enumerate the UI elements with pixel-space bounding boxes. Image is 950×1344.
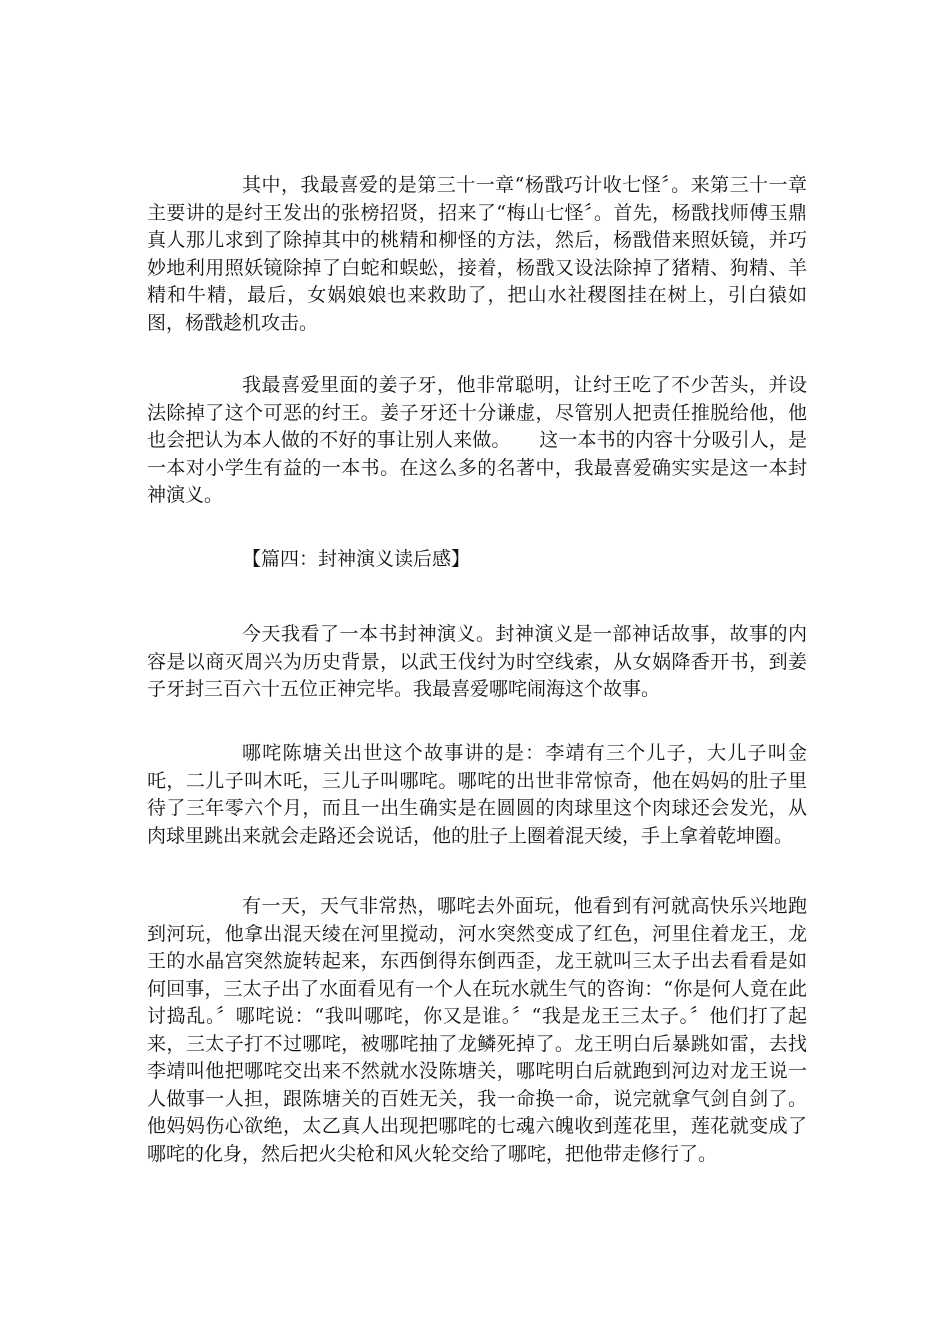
section-heading: 【篇四：封神演义读后感】 [242, 548, 471, 570]
paragraph-nezha-birth: 哪咤陈塘关出世这个故事讲的是：李靖有三个儿子，大儿子叫金吒，二儿子叫木吒，三儿子叫哪咤。哪咤的出世非常惊奇，他在妈妈的肚子里待了三年零六个月，而且一出生确实是在圆圆的肉球里这个肉球还会发光，从肉球里跳出来就会走路还会说话，他的肚子上圈着混天绫，手上拿着乾坤圈。 [147, 742, 807, 847]
paragraph-nezha-sea: 有一天，天气非常热，哪咤去外面玩，他看到有河就高快乐兴地跑到河玩，他拿出混天绫在河里搅动，河水突然变成了红色，河里住着龙王，龙王的水晶宫突然旋转起来，东西倒得东倒西歪，龙王就叫三太子出去看看是如何回事，三太子出了水面看见有一个人在玩水就生气的咨询：“你是何人竟在此讨捣乱。〞哪咤说：“我叫哪咤，你又是谁。〞“我是龙王三太子。〞他们打了起来，三太子打不过哪咤，被哪咤抽了龙鳞死掉了。龙王明白后暴跳如雷，去找李靖叫他把哪咤交出来不然就水没陈塘关，哪咤明白后就跑到河边对龙王说一人做事一人担，跟陈塘关的百姓无关，我一命换一命，说完就拿气剑自剑了。他妈妈伤心欲绝，太乙真人出现把哪咤的七魂六魄收到莲花里，莲花就变成了哪咤的化身，然后把火尖枪和风火轮交给了哪咤，把他带走修行了。 [147, 895, 807, 1165]
paragraph-jiang-ziya: 我最喜爱里面的姜子牙，他非常聪明，让纣王吃了不少苦头，并设法除掉了这个可恶的纣王。姜子牙还十分谦虚，尽管别人把责任推脱给他，他也会把认为本人做的不好的事让别人来做。 这一本书的内容十分吸引人，是一本对小学生有益的一本书。在这么多的名著中，我最喜爱确实实是这一本封神演义。 [147, 374, 807, 506]
paragraph-book-intro: 今天我看了一本书封神演义。封神演义是一部神话故事，故事的内容是以商灭周兴为历史背景，以武王伐纣为时空线索，从女娲降香开书，到姜子牙封三百六十五位正神完毕。我最喜爱哪咤闹海这个故事。 [147, 623, 807, 700]
paragraph-chapter-31: 其中，我最喜爱的是第三十一章“杨戬巧计收七怪〞。来第三十一章主要讲的是纣王发出的张榜招贤，招来了“梅山七怪〞。首先，杨戬找师傅玉鼎真人那儿求到了除掉其中的桃精和柳怪的方法，然后，杨戬借来照妖镜，并巧妙地利用照妖镜除掉了白蛇和蜈蚣，接着，杨戬又设法除掉了猪精、狗精、羊精和牛精，最后，女娲娘娘也来救助了，把山水社稷图挂在树上，引白猿如图，杨戬趁机攻击。 [147, 174, 807, 334]
